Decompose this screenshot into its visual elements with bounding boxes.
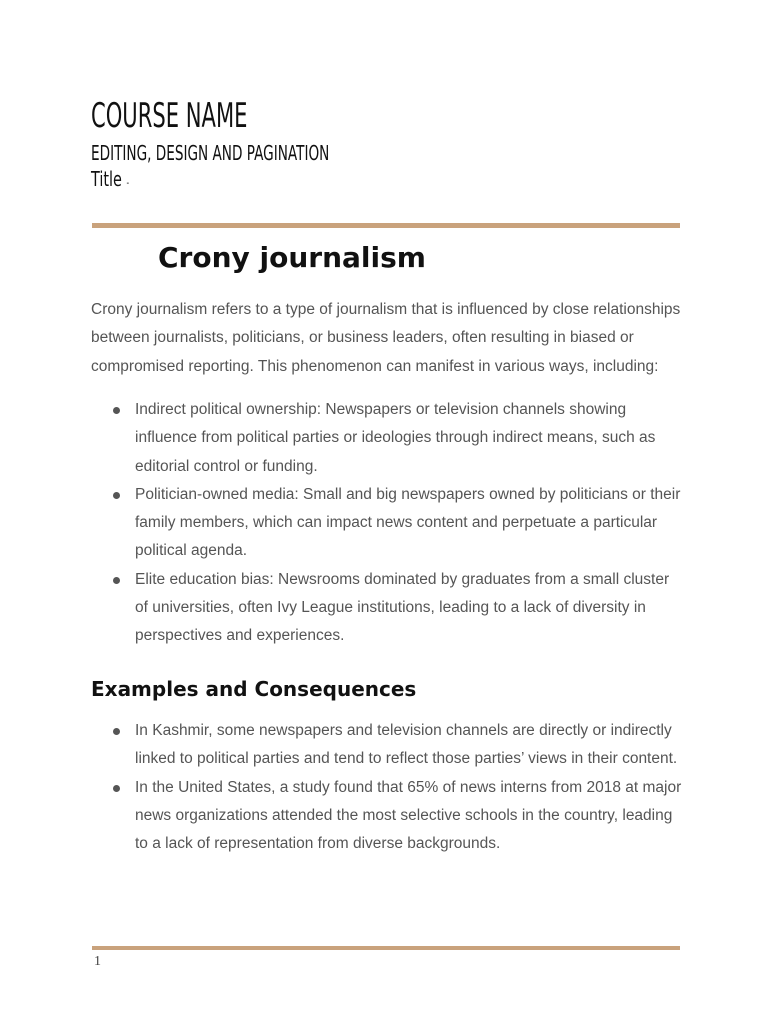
- title-line: [91, 166, 523, 192]
- bullet-icon: [113, 728, 120, 735]
- section-heading: Examples and Consequences: [91, 677, 417, 701]
- bullet-icon: [113, 785, 120, 792]
- list-item-text: Elite education bias: Newsrooms dominated by graduates from a small cluster of universities, often Ivy League institutions, leading to a lack of diversity in perspectives and experiences.: [135, 570, 670, 645]
- page-number: 1: [94, 954, 101, 969]
- list-item: [91, 396, 686, 481]
- bullet-icon: [113, 577, 120, 584]
- bullet-icon: [113, 492, 120, 499]
- list-item-text: Politician-owned media: Small and big newspapers owned by politicians or their family members, which can impact news content and perpetuate a particular political agenda.: [135, 485, 681, 560]
- ways-list: [91, 396, 686, 651]
- list-item: [91, 717, 686, 774]
- list-item-text: Indirect political ownership: Newspapers or television channels showing influence from political parties or ideologies through indirect means, such as editorial control or funding.: [135, 401, 656, 475]
- course-subtitle: EDITING, DESIGN AND PAGINATION: [91, 141, 330, 165]
- document-header: [91, 96, 691, 192]
- list-item: [91, 774, 686, 859]
- intro-paragraph: Crony journalism refers to a type of journalism that is influenced by close relationships between journalists, politicians, or business leaders, often resulting in biased or compromised reporting. This phenomenon can manifest in various ways, including:: [91, 301, 681, 375]
- bottom-divider: [92, 946, 680, 950]
- top-divider: [92, 223, 680, 228]
- list-item-text: In Kashmir, some newspapers and television channels are directly or indirectly linked to political parties and tend to reflect those parties’ views in their content.: [135, 722, 678, 768]
- document-title: Crony journalism: [158, 241, 426, 274]
- bullet-icon: [113, 407, 120, 414]
- title-suffix: -: [126, 178, 130, 189]
- examples-list: [91, 717, 686, 858]
- list-item: [91, 566, 686, 651]
- title-label: Title: [91, 167, 122, 191]
- course-name: COURSE NAME: [91, 96, 248, 136]
- list-item-text: In the United States, a study found that 65% of news interns from 2018 at major news organizations attended the most selective schools in the country, leading to a lack of representation from diverse backgrounds.: [135, 778, 682, 853]
- list-item: [91, 481, 686, 566]
